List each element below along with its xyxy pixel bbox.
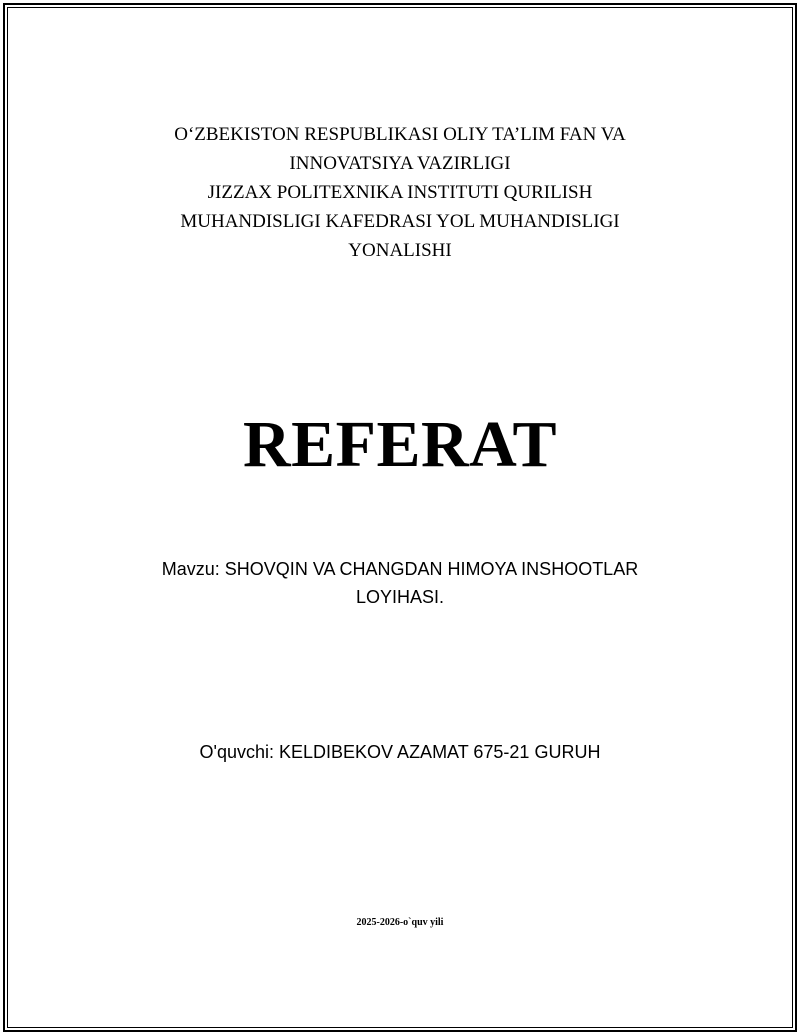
document-title: REFERAT <box>243 408 557 481</box>
header-line-1: O‘ZBEKISTON RESPUBLIKASI OLIY TA’LIM FAN VA <box>174 124 626 145</box>
header-line-3: JIZZAX POLITEXNIKA INSTITUTI QURILISH <box>207 182 593 203</box>
institution-header <box>0 120 800 265</box>
topic <box>0 555 800 611</box>
student-info: O'quvchi: KELDIBEKOV AZAMAT 675-21 GURUH <box>199 742 601 762</box>
header-line-2: INNOVATSIYA VAZIRLIGI <box>289 153 511 174</box>
topic-line-1: Mavzu: SHOVQIN VA CHANGDAN HIMOYA INSHOOTLAR <box>161 559 639 579</box>
header-line-4: MUHANDISLIGI KAFEDRASI YOL MUHANDISLIGI <box>180 211 620 232</box>
topic-line-2: LOYIHASI. <box>355 587 445 607</box>
header-line-5: YONALISHI <box>348 240 452 261</box>
academic-year: 2025-2026-o`quv yili <box>356 917 444 928</box>
